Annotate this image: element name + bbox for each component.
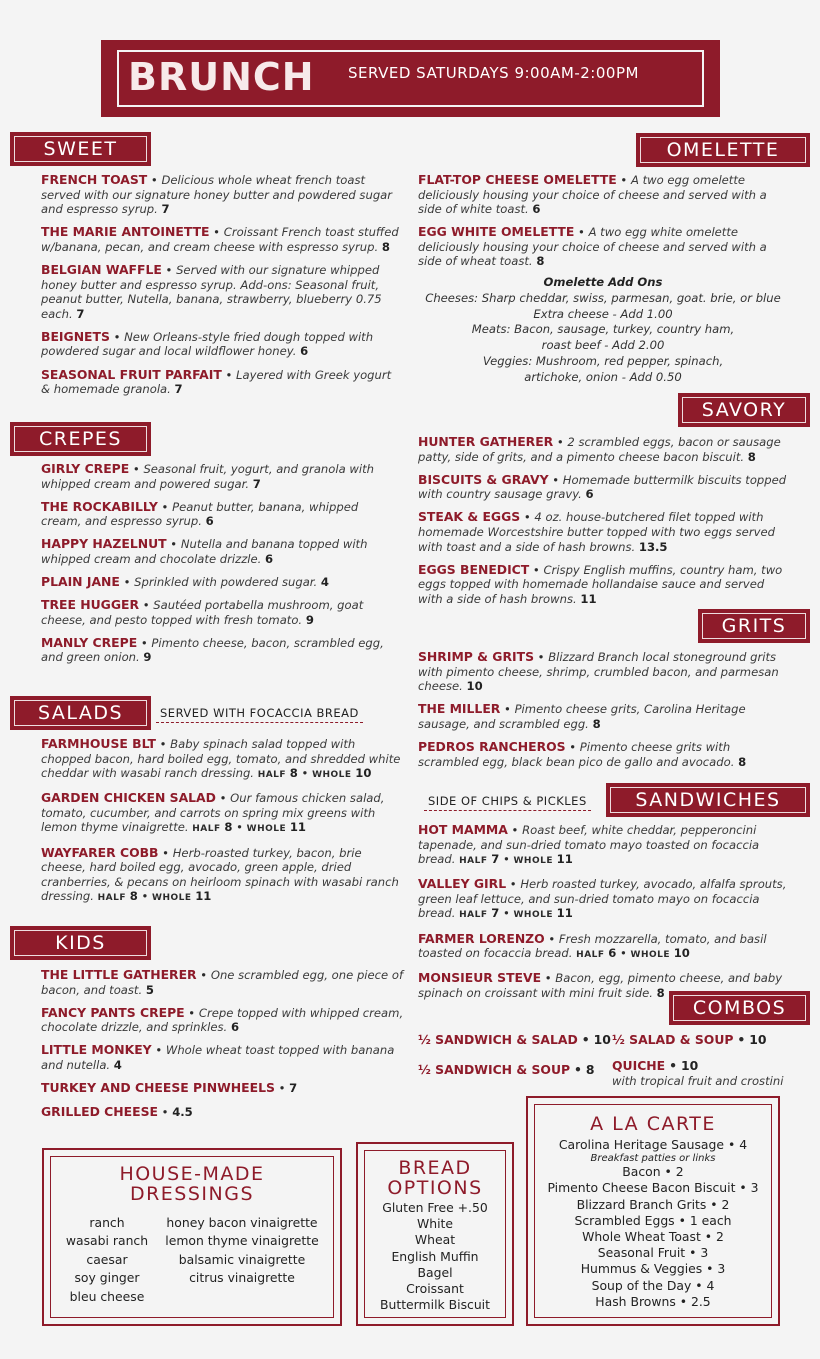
menu-item: EGG WHITE OMELETTE • A two egg white omelette deliciously housing your choice of cheese and served with a side of wheat toast. 8 (418, 224, 767, 269)
item-name: THE MILLER (418, 701, 501, 717)
combo-price: 10 (680, 1058, 699, 1073)
half-label: HALF (257, 770, 287, 781)
crepes-list (41, 462, 401, 674)
item-name: THE LITTLE GATHERER (41, 967, 197, 982)
item-name: FARMER LORENZO (418, 930, 545, 946)
item-price: 9 (143, 650, 152, 665)
item-price: 8 (738, 754, 747, 769)
salads-list (41, 737, 406, 914)
item-name: HAPPY HAZELNUT (41, 536, 167, 552)
menu-item: EGGS BENEDICT • Crispy English muffins, country ham, two eggs topped with homemade hollandaise sauce and served with a side of hash browns. 11 (418, 561, 783, 606)
whole-price: 10 (673, 946, 690, 961)
combo-item: ½ SANDWICH & SOUP • 8 (418, 1062, 595, 1077)
menu-item: BEIGNETS • New Orleans-style fried dough topped with powdered sugar and local wildflower honey. 6 (41, 328, 374, 359)
item-desc: Blizzard Branch local stoneground grits with pimento cheese, shrimp, crumbled bacon, and parmesan cheese. (418, 650, 779, 694)
item-desc: New Orleans-style fried dough topped with powdered sugar and local wildflower honey. (41, 329, 374, 359)
half-price: 7 (491, 852, 500, 867)
alacarte-item: Carolina Heritage Sausage • 4 (558, 1137, 748, 1152)
menu-item: BELGIAN WAFFLE • Served with our signature whipped honey butter and espresso syrup. Add-ons: Seasonal fruit, peanut butter, Nutella, banana, strawberry, blueberry 0.75 each. 7 (41, 261, 382, 321)
dressing-item: citrus vinaigrette (189, 1270, 295, 1286)
half-price: 7 (491, 906, 500, 921)
alacarte-item: Scrambled Eggs • 1 each (574, 1212, 732, 1228)
item-price: 4 (320, 575, 329, 590)
half-price: 8 (224, 820, 233, 835)
alacarte-title: A LA CARTE (590, 1113, 716, 1135)
bread-list (358, 1200, 512, 1313)
menu-item: SEASONAL FRUIT PARFAIT • Layered with Greek yogurt & homemade granola. 7 (41, 366, 392, 397)
item-name: SEASONAL FRUIT PARFAIT (41, 366, 222, 382)
combo-desc: with tropical fruit and crostini (612, 1074, 784, 1088)
combo-price: 10 (749, 1032, 767, 1047)
item-price: 7 (76, 306, 85, 321)
dressing-item: wasabi ranch (65, 1233, 149, 1249)
item-name: TURKEY AND CHEESE PINWHEELS (41, 1080, 275, 1096)
item-price: 6 (585, 487, 594, 502)
menu-item: WAYFARER COBB • Herb-roasted turkey, bacon, brie cheese, hard boiled egg, avocado, green apple, dried cranberries, & pecans on heirloom spinach with wasabi ranch dressing. HALF 8 • WHOLE 11 (41, 844, 399, 904)
item-name: WAYFARER COBB (41, 844, 159, 860)
item-name: MONSIEUR STEVE (418, 970, 542, 986)
item-price: 6 (230, 1020, 240, 1035)
item-price: 5 (145, 982, 154, 997)
alacarte-item: Hash Browns • 2.5 (595, 1293, 711, 1309)
half-price: 8 (129, 889, 138, 904)
whole-label: WHOLE (513, 910, 553, 921)
item-name: BEIGNETS (41, 328, 110, 344)
bread-item: Gluten Free +.50 (382, 1200, 488, 1215)
item-desc: Sprinkled with powdered sugar. (134, 575, 318, 590)
item-price: 7 (252, 476, 261, 491)
item-price: 7 (174, 382, 183, 397)
menu-item: TREE HUGGER • Sautéed portabella mushroom, goat cheese, and pesto topped with fresh tomato. 9 (41, 597, 364, 627)
sandwiches-note: SIDE OF CHIPS & PICKLES (424, 794, 591, 811)
half-price: 6 (608, 946, 617, 961)
menu-item: MONSIEUR STEVE • Bacon, egg, pimento cheese, and baby spinach on croissant with mini fruit side. 8 (418, 970, 783, 1000)
item-desc: Crepe topped with whipped cream, chocolate drizzle, and sprinkles. (41, 1005, 404, 1035)
alacarte-item: Blizzard Branch Grits • 2 (576, 1196, 730, 1212)
item-desc: Fresh mozzarella, tomato, and basil toasted on focaccia bread. (418, 931, 767, 961)
menu-item: FLAT-TOP CHEESE OMELETTE • A two egg omelette deliciously housing your choice of cheese and served with a side of white toast. 6 (418, 172, 767, 217)
alacarte-item: Whole Wheat Toast • 2 (582, 1229, 724, 1245)
item-name: FLAT-TOP CHEESE OMELETTE (418, 172, 617, 187)
addon-line: Cheeses: Sharp cheddar, swiss, parmesan, goat. brie, or blue (425, 290, 781, 305)
dressings-right-list (156, 1214, 328, 1288)
menu-item: VALLEY GIRL • Herb roasted turkey, avocado, alfalfa sprouts, green leaf lettuce, and sun-dried tomato mayo on focaccia bread. HALF 7 • WHOLE 11 (418, 876, 787, 921)
section-header-sandwiches: SANDWICHES (606, 783, 810, 817)
item-price: 11 (580, 591, 597, 606)
bread-title: BREAD OPTIONS (387, 1157, 483, 1199)
item-price: 6 (205, 514, 214, 529)
section-header-kids: KIDS (10, 926, 151, 960)
alacarte-item: Pimento Cheese Bacon Biscuit • 3 (547, 1180, 759, 1196)
item-name: EGG WHITE OMELETTE (418, 224, 575, 240)
item-desc: Crispy English muffins, country ham, two eggs topped with homemade hollandaise sauce and served with a side of hash browns. (418, 562, 783, 606)
menu-item: LITTLE MONKEY • Whole wheat toast topped with banana and nutella. 4 (41, 1042, 395, 1072)
half-label: HALF (459, 910, 488, 921)
menu-item: PEDROS RANCHEROS • Pimento cheese grits with scrambled egg, black bean pico de gallo and avocado. 8 (418, 738, 747, 769)
menu-item: BISCUITS & GRAVY • Homemade buttermilk biscuits topped with country sausage gravy. 6 (418, 471, 787, 502)
dressing-item: balsamic vinaigrette (178, 1251, 306, 1267)
item-price: 6 (300, 344, 309, 359)
dressings-box (42, 1148, 342, 1326)
item-price: 6 (265, 551, 274, 566)
item-price: 8 (747, 449, 756, 464)
item-desc: One scrambled egg, one piece of bacon, and toast. (41, 968, 404, 997)
alacarte-item: Bacon • 2 (622, 1164, 684, 1180)
bread-item: Croissant (406, 1281, 464, 1297)
menu-item: SHRIMP & GRITS • Blizzard Branch local stoneground grits with pimento cheese, shrimp, crumbled bacon, and parmesan cheese. 10 (418, 649, 779, 694)
item-desc: Pimento cheese grits with scrambled egg, black bean pico de gallo and avocado. (418, 739, 735, 769)
menu-item: PLAIN JANE • Sprinkled with powdered sugar. 4 (41, 574, 329, 590)
item-desc: Roast beef, white cheddar, pepperoncini tapenade, and sun-dried tomato mayo toasted on focaccia bread. (418, 823, 760, 867)
addon-line: Meats: Bacon, sausage, turkey, country ham, (471, 322, 735, 337)
dressings-left-list (62, 1214, 152, 1306)
item-price: 6 (532, 202, 541, 217)
omelette-addons (418, 275, 788, 386)
menu-item: GIRLY CREPE • Seasonal fruit, yogurt, and granola with whipped cream and powered sugar. 7 (41, 461, 374, 491)
whole-label: WHOLE (630, 950, 671, 961)
item-desc: Served with our signature whipped honey butter and espresso syrup. Add-ons: Seasonal fruit, peanut butter, Nutella, banana, strawberry, blueberry 0.75 each. (41, 262, 382, 321)
item-name: GRILLED CHEESE (41, 1103, 158, 1119)
combo-item: QUICHE • 10 with tropical fruit and crostini (612, 1058, 784, 1088)
dressing-item: caesar (86, 1251, 128, 1267)
whole-price: 10 (355, 766, 372, 781)
menu-item: THE MARIE ANTOINETTE • Croissant French toast stuffed w/banana, pecan, and cream cheese with espresso syrup. 8 (41, 224, 399, 254)
item-price: 7 (289, 1081, 298, 1096)
item-desc: Pimento cheese, bacon, scrambled egg, and green onion. (41, 635, 384, 665)
bread-item: Buttermilk Biscuit (379, 1297, 490, 1313)
dressing-item: ranch (89, 1215, 125, 1230)
item-name: HOT MAMMA (418, 822, 508, 837)
grits-list (418, 650, 788, 778)
combo-name: ½ SALAD & SOUP (612, 1032, 734, 1047)
item-name: MANLY CREPE (41, 634, 138, 650)
item-name: SHRIMP & GRITS (418, 649, 534, 664)
sweet-list (41, 173, 401, 405)
item-name: GARDEN CHICKEN SALAD (41, 790, 216, 806)
item-name: FANCY PANTS CREPE (41, 1004, 185, 1020)
section-header-combos: COMBOS (669, 991, 810, 1025)
item-desc: Herb roasted turkey, avocado, alfalfa sprouts, green leaf lettuce, and sun-dried tomato mayo on focaccia bread. (418, 877, 787, 921)
item-desc: Layered with Greek yogurt & homemade granola. (41, 367, 392, 397)
addons-lines (418, 291, 788, 386)
bread-item: Wheat (414, 1232, 456, 1248)
item-name: EGGS BENEDICT (418, 561, 530, 577)
menu-item: THE MILLER • Pimento cheese grits, Carolina Heritage sausage, and scrambled egg. 8 (418, 701, 746, 731)
item-price: 4 (113, 1057, 122, 1072)
half-label: HALF (97, 893, 127, 904)
savory-list (418, 435, 788, 615)
bread-item: Bagel (417, 1264, 453, 1280)
menu-item: THE LITTLE GATHERER • One scrambled egg, one piece of bacon, and toast. 5 (41, 967, 404, 997)
item-desc: Homemade buttermilk biscuits topped with country sausage gravy. (418, 472, 787, 502)
addon-line: Veggies: Mushroom, red pepper, spinach, (482, 353, 724, 368)
dressings-title: HOUSE-MADE DRESSINGS (119, 1163, 265, 1205)
whole-price: 11 (195, 889, 212, 904)
item-name: LITTLE MONKEY (41, 1042, 152, 1058)
item-desc: 2 scrambled eggs, bacon or sausage patty, side of grits, and a pimento cheese bacon biscuit. (418, 435, 781, 464)
item-desc: Nutella and banana topped with whipped cream and chocolate drizzle. (41, 537, 368, 566)
section-header-grits: GRITS (698, 609, 810, 643)
combo-name: ½ SANDWICH & SALAD (418, 1032, 578, 1047)
item-desc: Pimento cheese grits, Carolina Heritage sausage, and scrambled egg. (418, 702, 746, 731)
addon-line: Extra cheese - Add 1.00 (533, 306, 673, 321)
item-desc: Herb-roasted turkey, bacon, brie cheese, hard boiled egg, avocado, green apple, dried cranberries, & pecans on heirloom spinach with wasabi ranch dressing. (41, 845, 399, 904)
bread-item: English Muffin (391, 1248, 479, 1264)
menu-item: MANLY CREPE • Pimento cheese, bacon, scrambled egg, and green onion. 9 (41, 634, 384, 665)
menu-item: HUNTER GATHERER • 2 scrambled eggs, bacon or sausage patty, side of grits, and a pimento cheese bacon biscuit. 8 (418, 434, 781, 464)
half-label: HALF (459, 856, 488, 867)
menu-item: STEAK & EGGS • 4 oz. house-butchered filet topped with homemade Worcestshire butter topped with two eggs served with toast and a side of hash browns. 13.5 (418, 509, 775, 554)
addons-title: Omelette Add Ons (543, 275, 663, 289)
omelette-list (418, 173, 788, 278)
half-price: 8 (289, 766, 298, 781)
whole-price: 11 (556, 906, 573, 921)
item-desc: Croissant French toast stuffed w/banana, pecan, and cream cheese with espresso syrup. (41, 225, 399, 254)
item-name: BELGIAN WAFFLE (41, 261, 162, 277)
alacarte-item: Soup of the Day • 4 (591, 1277, 715, 1293)
item-desc: Our famous chicken salad, tomato, cucumber, and carrots on spring mix greens with lemon thyme vinaigrette. (41, 791, 385, 835)
item-price: 13.5 (638, 539, 668, 554)
combo-item: ½ SANDWICH & SALAD • 10 (418, 1032, 611, 1047)
dressing-item: lemon thyme vinaigrette (165, 1233, 319, 1249)
item-name: THE MARIE ANTOINETTE (41, 224, 210, 240)
item-name: HUNTER GATHERER (418, 434, 554, 449)
alacarte-subtext: Breakfast patties or links (590, 1153, 716, 1165)
item-name: FRENCH TOAST (41, 172, 148, 187)
section-header-omelette: OMELETTE (636, 133, 810, 167)
addon-line: roast beef - Add 2.00 (541, 338, 665, 353)
section-header-salads: SALADS (10, 696, 151, 730)
dressing-item: bleu cheese (69, 1288, 145, 1304)
item-name: THE ROCKABILLY (41, 498, 158, 514)
item-desc: Peanut butter, banana, whipped cream, and espresso syrup. (41, 499, 359, 529)
whole-label: WHOLE (152, 893, 192, 904)
combo-item: ½ SALAD & SOUP • 10 (612, 1032, 767, 1047)
menu-item: FRENCH TOAST • Delicious whole wheat french toast served with our signature honey butter and powdered sugar and espresso syrup. 7 (41, 172, 393, 217)
item-name: BISCUITS & GRAVY (418, 471, 549, 487)
item-desc: Seasonal fruit, yogurt, and granola with whipped cream and powered sugar. (41, 462, 374, 491)
item-desc: A two egg white omelette deliciously housing your choice of cheese and served with a side of wheat toast. (418, 225, 767, 269)
bread-item: White (416, 1216, 454, 1232)
item-desc: Bacon, egg, pimento cheese, and baby spinach on croissant with mini fruit side. (418, 971, 783, 1000)
combo-price: 8 (585, 1062, 595, 1077)
menu-item: GARDEN CHICKEN SALAD • Our famous chicken salad, tomato, cucumber, and carrots on spring mix greens with lemon thyme vinaigrette. HALF 8 • WHOLE 11 (41, 790, 385, 835)
item-name: PEDROS RANCHEROS (418, 738, 566, 754)
sandwiches-list (418, 823, 788, 1009)
alacarte-box (526, 1096, 780, 1326)
half-label: HALF (192, 824, 221, 835)
whole-label: WHOLE (246, 824, 287, 835)
item-desc: Whole wheat toast topped with banana and nutella. (41, 1043, 395, 1072)
item-price: 8 (381, 239, 390, 254)
kids-list (41, 968, 406, 1128)
item-name: PLAIN JANE (41, 574, 120, 590)
item-price: 8 (592, 716, 601, 731)
menu-item: GRILLED CHEESE • 4.5 (41, 1103, 193, 1119)
item-desc: Sautéed portabella mushroom, goat cheese, and pesto topped with fresh tomato. (41, 598, 364, 627)
section-header-sweet: SWEET (10, 132, 151, 166)
item-name: TREE HUGGER (41, 597, 140, 613)
whole-label: WHOLE (312, 770, 352, 781)
item-price: 10 (466, 679, 483, 694)
item-name: GIRLY CREPE (41, 461, 130, 476)
combo-name: ½ SANDWICH & SOUP (418, 1062, 571, 1077)
salads-note: SERVED WITH FOCACCIA BREAD (156, 706, 363, 723)
item-price: 7 (161, 202, 170, 217)
alacarte-list (528, 1137, 778, 1310)
item-price: 8 (656, 985, 665, 1000)
addon-line: artichoke, onion - Add 0.50 (524, 369, 682, 384)
item-desc: Baby spinach salad topped with chopped bacon, hard boiled egg, tomato, and shredded white cheddar with wasabi ranch dressing. (41, 737, 401, 781)
page-subtitle: SERVED SATURDAYS 9:00AM-2:00PM (348, 64, 639, 82)
item-desc: Delicious whole wheat french toast served with our signature honey butter and powdered sugar and espresso syrup. (41, 173, 393, 217)
page-title: BRUNCH (128, 55, 315, 99)
half-label: HALF (576, 950, 605, 961)
section-header-savory: SAVORY (678, 393, 810, 427)
combo-price: 10 (593, 1032, 611, 1047)
menu-item: FARMHOUSE BLT • Baby spinach salad topped with chopped bacon, hard boiled egg, tomato, and shredded white cheddar with wasabi ranch dressing. HALF 8 • WHOLE 10 (41, 736, 401, 781)
item-price: 9 (305, 612, 314, 627)
whole-price: 11 (556, 852, 573, 867)
whole-price: 11 (289, 820, 306, 835)
item-name: STEAK & EGGS (418, 509, 521, 525)
item-name: VALLEY GIRL (418, 876, 507, 892)
menu-item: HOT MAMMA • Roast beef, white cheddar, pepperoncini tapenade, and sun-dried tomato mayo toasted on focaccia bread. HALF 7 • WHOLE 11 (418, 822, 760, 867)
menu-item: FARMER LORENZO • Fresh mozzarella, tomato, and basil toasted on focaccia bread. HALF 6 • WHOLE 10 (418, 930, 767, 961)
dressing-item: honey bacon vinaigrette (166, 1215, 318, 1230)
dressing-item: soy ginger (74, 1270, 140, 1286)
whole-label: WHOLE (513, 856, 553, 867)
menu-item: THE ROCKABILLY • Peanut butter, banana, whipped cream, and espresso syrup. 6 (41, 498, 359, 529)
item-name: FARMHOUSE BLT (41, 736, 156, 751)
alacarte-item: Seasonal Fruit • 3 (597, 1245, 709, 1261)
combo-name: QUICHE (612, 1058, 666, 1073)
alacarte-item: Hummus & Veggies • 3 (580, 1261, 726, 1277)
bread-box (356, 1142, 514, 1326)
item-desc: 4 oz. house-butchered filet topped with homemade Worcestshire butter topped with two eggs served with toast and a side of hash browns. (418, 510, 775, 554)
menu-item: FANCY PANTS CREPE • Crepe topped with whipped cream, chocolate drizzle, and sprinkles. 6 (41, 1004, 404, 1035)
section-header-crepes: CREPES (10, 422, 151, 456)
item-desc: A two egg omelette deliciously housing your choice of cheese and served with a side of white toast. (418, 173, 767, 217)
menu-item: TURKEY AND CHEESE PINWHEELS • 7 (41, 1080, 298, 1096)
menu-item: HAPPY HAZELNUT • Nutella and banana topped with whipped cream and chocolate drizzle. 6 (41, 536, 368, 566)
item-price: 8 (536, 254, 545, 269)
item-price: 4.5 (172, 1104, 193, 1119)
